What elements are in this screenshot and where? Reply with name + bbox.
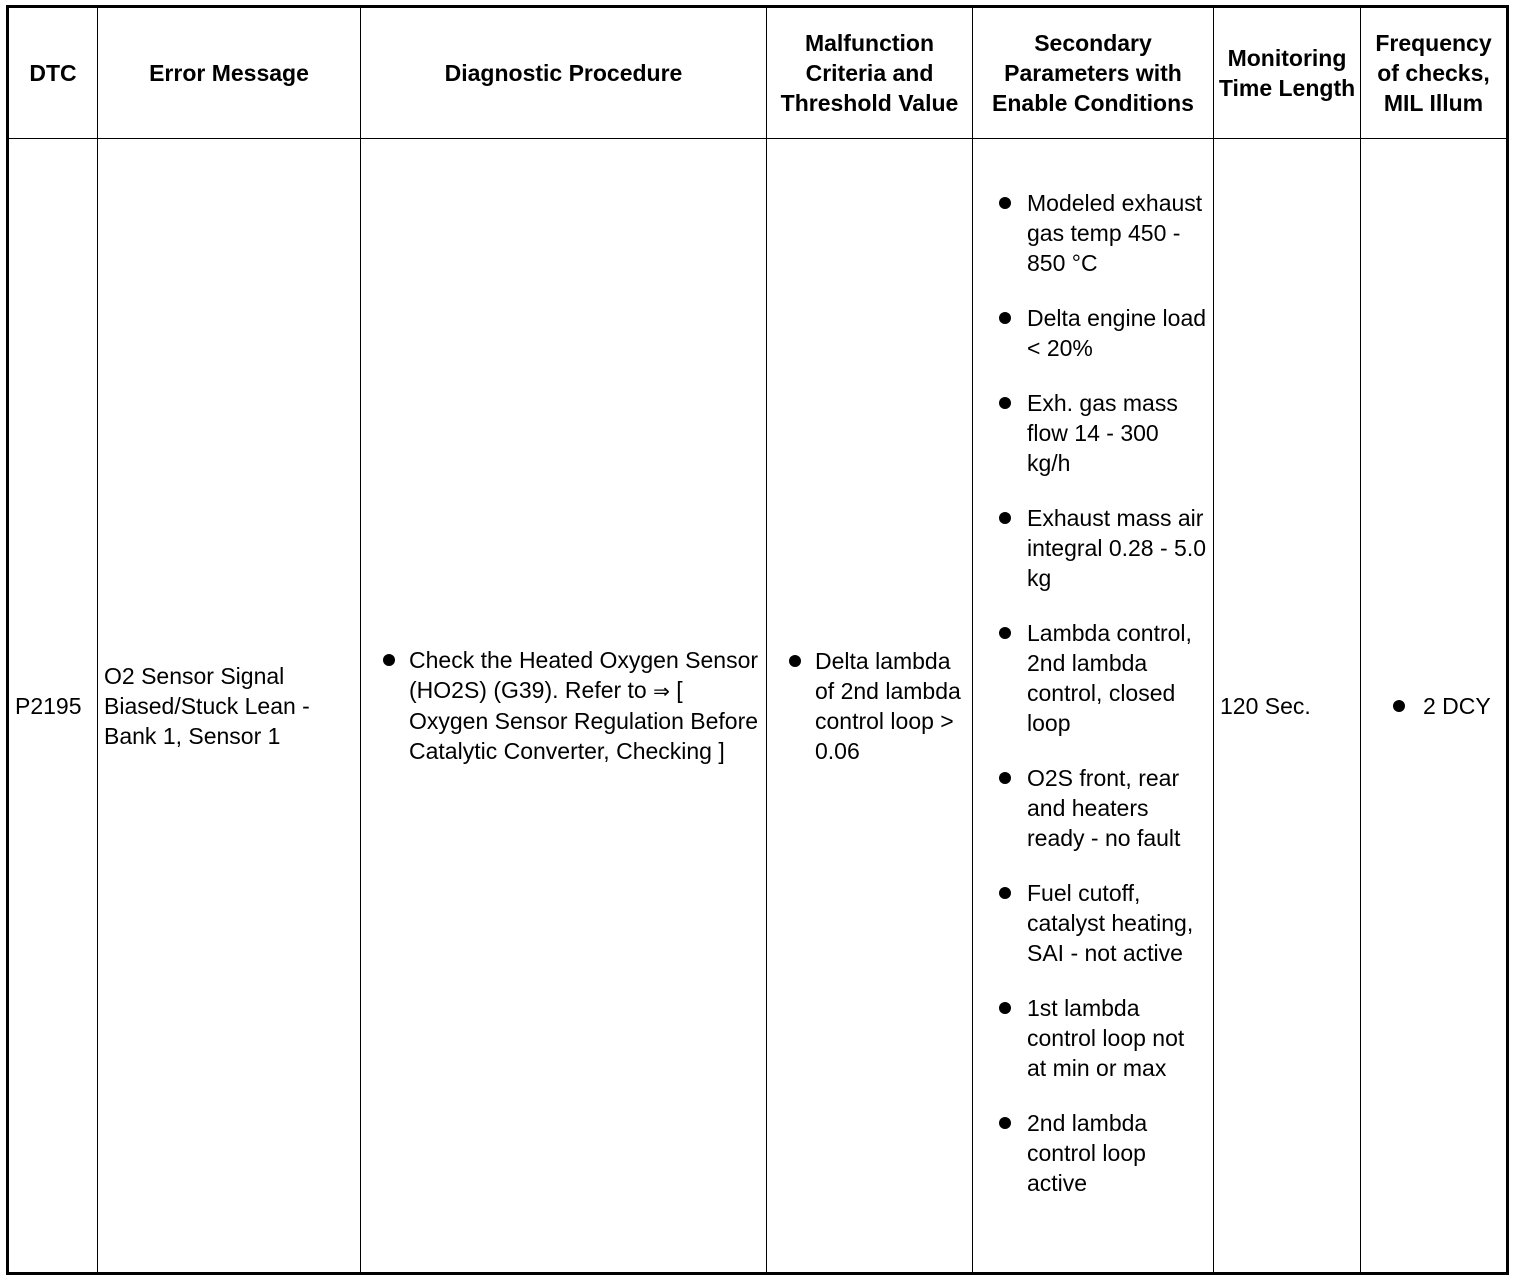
header-malfunction-criteria: Malfunction Criteria and Threshold Value bbox=[767, 7, 973, 139]
cell-frequency bbox=[1361, 139, 1508, 1274]
procedure-text: Check the Heated Oxygen Sensor (HO2S) (G39). Refer to bbox=[409, 647, 759, 703]
header-monitoring-time: Monitoring Time Length bbox=[1214, 7, 1361, 139]
frequency-list bbox=[1367, 691, 1500, 721]
header-error-message: Error Message bbox=[98, 7, 361, 139]
diagnostic-procedure-list bbox=[367, 645, 760, 766]
cell-malfunction-criteria bbox=[767, 139, 973, 1274]
list-item: O2S front, rear and heaters ready - no fault bbox=[979, 763, 1207, 853]
dtc-table bbox=[6, 5, 1509, 1275]
cell-error-message: O2 Sensor Signal Biased/Stuck Lean - Bank 1, Sensor 1 bbox=[98, 139, 361, 1274]
list-item: Modeled exhaust gas temp 450 - 850 °C bbox=[979, 188, 1207, 278]
header-secondary-parameters: Secondary Parameters with Enable Conditions bbox=[973, 7, 1214, 139]
header-frequency: Frequency of checks, MIL Illum bbox=[1361, 7, 1508, 139]
header-dtc: DTC bbox=[8, 7, 98, 139]
list-item: Lambda control, 2nd lambda control, closed loop bbox=[979, 618, 1207, 738]
procedure-reference-link[interactable]: [ Oxygen Sensor Regulation Before Catalytic Converter, Checking ] bbox=[409, 677, 759, 764]
arrow-right-icon: ⇒ bbox=[653, 679, 670, 703]
list-item: Delta engine load < 20% bbox=[979, 303, 1207, 363]
list-item: 2nd lambda control loop active bbox=[979, 1108, 1207, 1198]
malfunction-criteria-list bbox=[773, 646, 966, 766]
list-item: Fuel cutoff, catalyst heating, SAI - not active bbox=[979, 878, 1207, 968]
list-item bbox=[367, 645, 760, 766]
cell-monitoring-time: 120 Sec. bbox=[1214, 139, 1361, 1274]
cell-secondary-parameters bbox=[973, 139, 1214, 1274]
header-diagnostic-procedure: Diagnostic Procedure bbox=[361, 7, 767, 139]
list-item: Delta lambda of 2nd lambda control loop > 0.06 bbox=[773, 646, 966, 766]
cell-dtc: P2195 bbox=[8, 139, 98, 1274]
list-item: Exh. gas mass flow 14 - 300 kg/h bbox=[979, 388, 1207, 478]
cell-diagnostic-procedure bbox=[361, 139, 767, 1274]
header-row bbox=[8, 7, 1508, 139]
list-item: 2 DCY bbox=[1367, 691, 1500, 721]
table-row bbox=[8, 139, 1508, 1274]
list-item: 1st lambda control loop not at min or max bbox=[979, 993, 1207, 1083]
list-item: Exhaust mass air integral 0.28 - 5.0 kg bbox=[979, 503, 1207, 593]
secondary-parameters-list bbox=[979, 188, 1207, 1198]
